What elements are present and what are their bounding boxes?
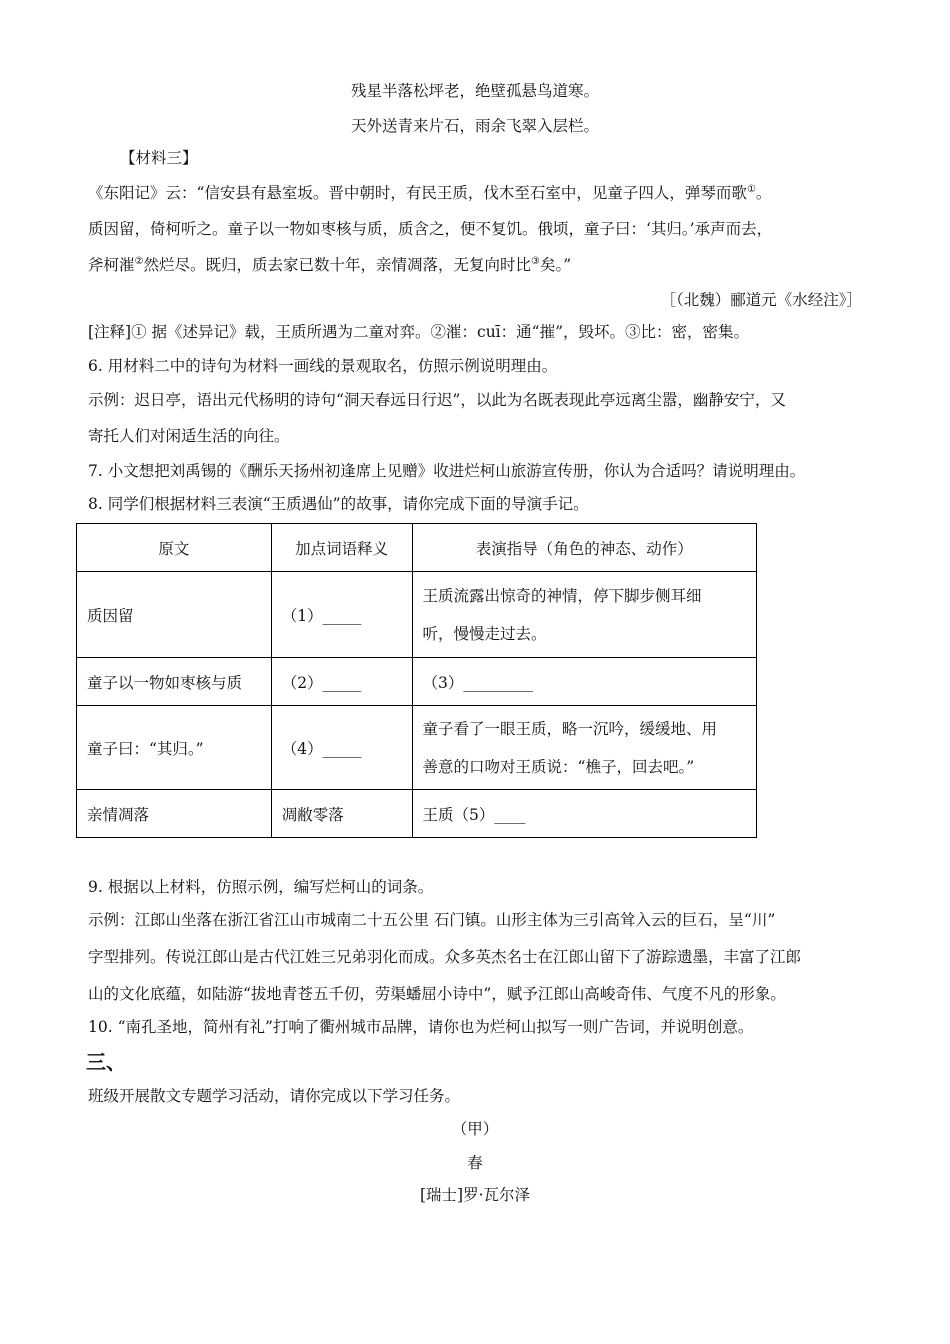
material3-text: 《东阳记》云：“信安县有悬室坂。晋中朝时，有民王质，伐木至石室中，见童子四人，弹琴而歌 [88,184,747,202]
note-mark-1: ① [746,183,756,195]
section-3-heading: 三、 [86,1050,126,1074]
note-mark-3: ③ [531,255,540,267]
table-cell-guide: （3）_________ [412,658,756,706]
material3-text: 斧柯漼 [88,256,135,274]
guide-line: 王质流露出惊奇的神情，停下脚步侧耳细 [422,586,702,605]
poem-line-2: 天外送青来片石，雨余飞翠入层栏。 [350,117,599,135]
question-8: 8. 同学们根据材料三表演“王质遇仙”的故事，请你完成下面的导演手记。 [88,495,589,513]
table-header: 加点词语释义 [271,524,412,572]
table-cell-original: 童子曰：“其归。” [77,706,272,790]
table-row [77,790,757,838]
table-header-row [77,524,757,572]
guide-line: 听，慢慢走过去。 [422,624,547,643]
table-cell-original: 质因留 [77,572,272,658]
part-label: （甲） [451,1120,499,1138]
notes: [注释]① 据《述异记》载，王质所遇为二童对弈。②漼：cuī：通“摧”，毁坏。③比：密，密集。 [88,323,749,341]
material3-text: 矣。” [539,256,572,274]
material3-para-line-1 [88,182,771,204]
material3-text: 。 [755,184,772,202]
table-cell-meaning: 凋敝零落 [271,790,412,838]
table-header: 表演指导（角色的神态、动作） [412,524,756,572]
table-cell-meaning: （2）_____ [271,658,412,706]
question-9-example-line-1: 示例：江郎山坐落在浙江省江山市城南二十五公里 石门镇。山形主体为三引高耸入云的巨石，呈“川” [88,911,776,929]
essay-author: [瑞士]罗·瓦尔泽 [419,1186,531,1204]
material3-source: ［（北魏）郦道元《水经注》］ [660,291,862,309]
question-10: 10. “南孔圣地，简州有礼”打响了衢州城市品牌，请你也为烂柯山拟写一则广告词，并说明创意。 [88,1018,754,1036]
material3-text: 然烂尽。既归，质去家已数十年，亲情凋落，无复向时比 [143,256,531,274]
director-notes-table [76,523,757,838]
table-cell-meaning: （1）_____ [271,572,412,658]
table-cell-guide [412,572,756,658]
table-cell-original: 亲情凋落 [77,790,272,838]
section-3-intro: 班级开展散文专题学习活动，请你完成以下学习任务。 [88,1087,461,1105]
question-9-example-line-2: 字型排列。传说江郎山是古代江姓三兄弟羽化而成。众多英杰名士在江郎山留下了游踪遗墨，丰富了江郎 [88,948,802,966]
question-7: 7. 小文想把刘禹锡的《酬乐天扬州初逢席上见赠》收进烂柯山旅游宣传册，你认为合适吗？请说明理由。 [88,462,806,480]
guide-line: 童子看了一眼王质，略一沉吟，缓缓地、用 [422,719,718,738]
essay-title: 春 [467,1154,483,1172]
table-row [77,706,757,790]
question-6: 6. 用材料二中的诗句为材料一画线的景观取名，仿照示例说明理由。 [88,357,558,375]
table-cell-guide [412,706,756,790]
table-row [77,658,757,706]
question-9: 9. 根据以上材料，仿照示例，编写烂柯山的词条。 [88,878,434,896]
question-6-example-line-2: 寄托人们对闲适生活的向往。 [88,427,290,445]
table-cell-guide: 王质（5）____ [412,790,756,838]
table-row [77,572,757,658]
material3-heading: 【材料三】 [120,149,198,167]
note-mark-2: ② [134,255,144,267]
material3-para-line-3 [88,254,571,276]
material3-para-line-2: 质因留，倚柯听之。童子以一物如枣核与质，质含之，便不复饥。俄顷，童子曰：‘其归。’承声而去， [88,220,773,238]
guide-line: 善意的口吻对王质说：“樵子，回去吧。” [422,757,695,776]
question-6-example-line-1: 示例：迟日亭，语出元代杨明的诗句“洞天春远日行迟”，以此为名既表现此亭远离尘嚣，幽静安宁，又 [88,391,786,409]
table-cell-meaning: （4）_____ [271,706,412,790]
poem-line-1: 残星半落松坪老，绝壁孤悬鸟道寒。 [350,82,599,100]
question-9-example-line-3: 山的文化底蕴，如陆游“拔地青苍五千仞，劳渠蟠屈小诗中”，赋予江郎山高峻奇伟、气度不凡的形象。 [88,985,786,1003]
table-cell-original: 童子以一物如枣核与质 [77,658,272,706]
table-header: 原文 [77,524,272,572]
